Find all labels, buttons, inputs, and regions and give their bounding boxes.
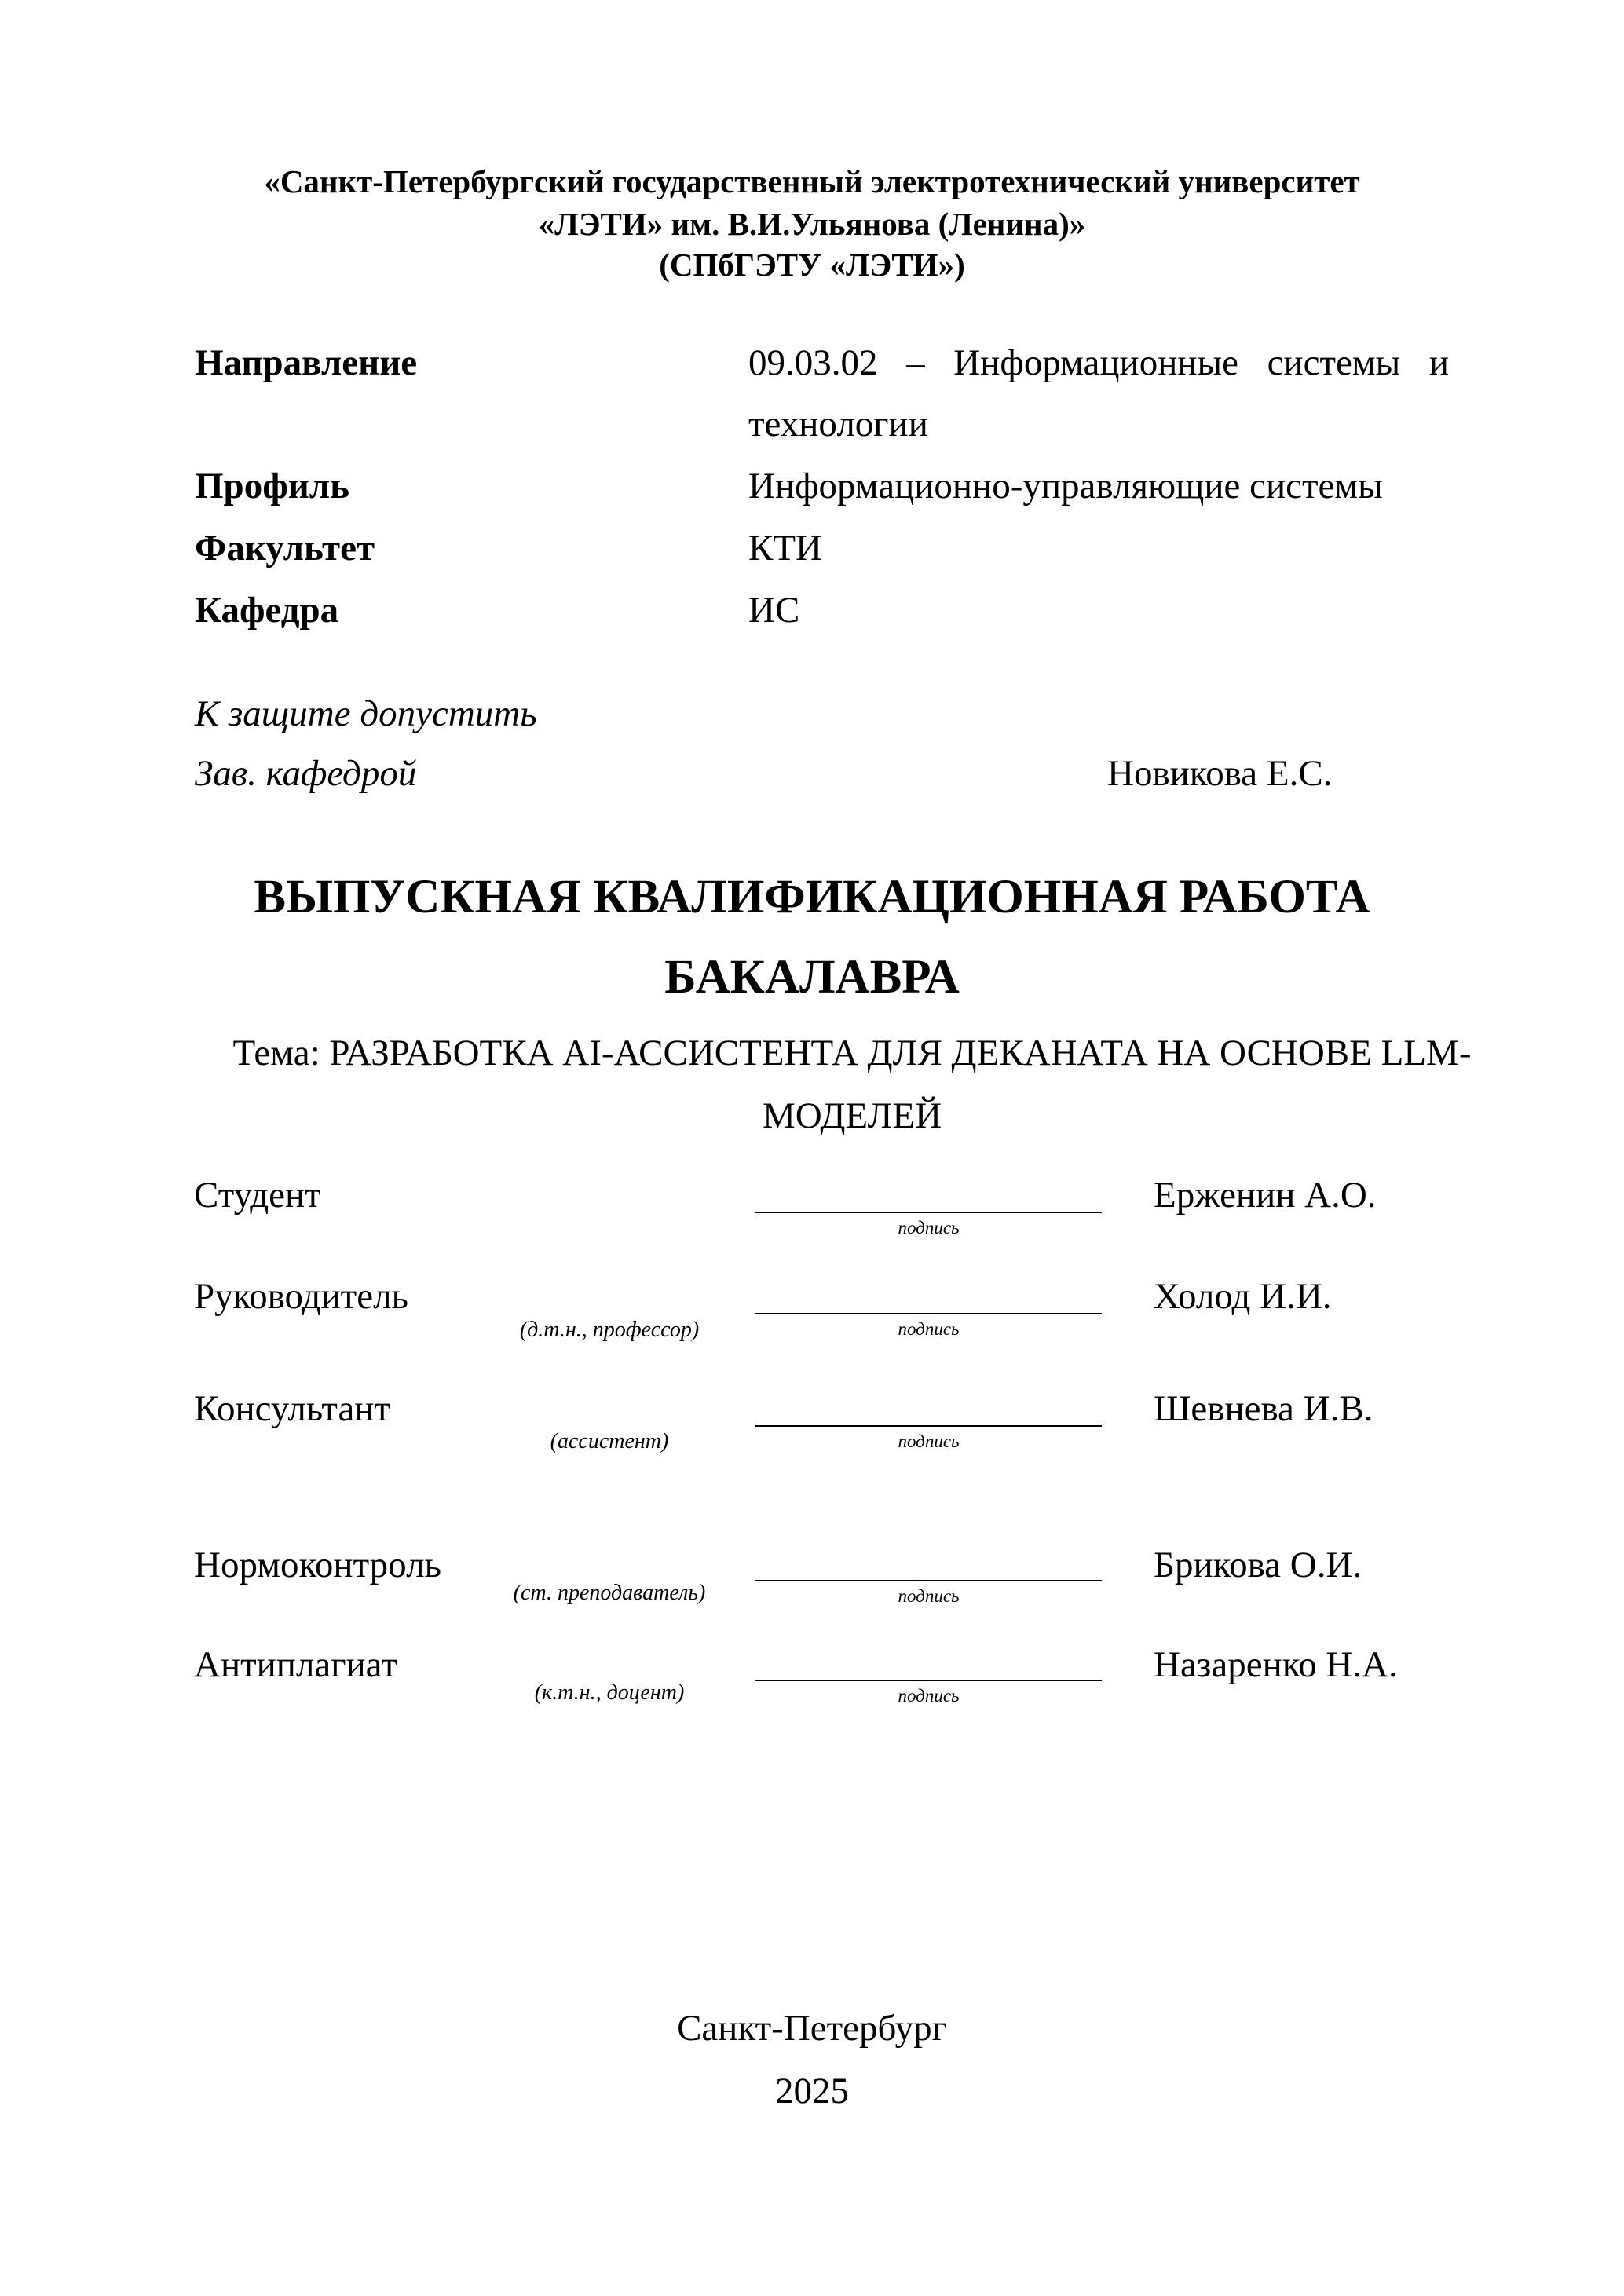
city: Санкт-Петербург [677, 2008, 947, 2049]
signature-name-norm-control: Брикова О.И. [1154, 1545, 1362, 1585]
department-value: ИС [748, 590, 800, 631]
signature-name-student: Ерженин А.О. [1154, 1175, 1377, 1216]
signature-caption-student: подпись [898, 1218, 960, 1238]
signature-name-consultant: Шевнева И.В. [1154, 1388, 1373, 1429]
topic-line-1: Тема: РАЗРАБОТКА AI-АССИСТЕНТА ДЛЯ ДЕКАНАТА НА ОСНОВЕ LLM- [232, 1033, 1472, 1073]
signature-rank-supervisor: (д.т.н., профессор) [519, 1318, 700, 1342]
department-label: Кафедра [195, 590, 339, 631]
profile-label: Профиль [195, 466, 350, 506]
faculty-label: Факультет [195, 528, 375, 569]
direction-label: Направление [195, 342, 418, 383]
signature-caption-consultant: подпись [898, 1431, 960, 1451]
signature-role-supervisor: Руководитель [194, 1276, 408, 1317]
signature-line-supervisor [755, 1313, 1102, 1314]
university-abbreviation: (СПбГЭТУ «ЛЭТИ») [659, 247, 965, 283]
signature-rank-antiplagiarism: (к.т.н., доцент) [534, 1680, 685, 1705]
university-name-line-1: «Санкт-Петербургский государственный электротехнический университет [264, 163, 1360, 199]
signature-role-norm-control: Нормоконтроль [194, 1545, 441, 1585]
signature-role-consultant: Консультант [194, 1388, 391, 1429]
work-title-line-2: БАКАЛАВРА [664, 951, 960, 1004]
head-of-department-name: Новикова Е.С. [1107, 753, 1333, 794]
signature-caption-antiplagiarism: подпись [898, 1686, 960, 1706]
signature-line-consultant [755, 1425, 1102, 1427]
university-name-line-2: «ЛЭТИ» им. В.И.Ульянова (Ленина)» [538, 206, 1086, 242]
year: 2025 [775, 2071, 849, 2111]
faculty-value: КТИ [748, 528, 822, 569]
direction-value-line-2: технологии [748, 404, 928, 444]
signature-line-student [755, 1212, 1102, 1213]
signature-role-student: Студент [194, 1175, 321, 1216]
signature-rank-consultant: (ассистент) [550, 1429, 669, 1453]
signature-caption-supervisor: подпись [898, 1319, 960, 1339]
admission-text: К защите допустить [195, 693, 537, 734]
head-of-department-label: Зав. кафедрой [195, 753, 417, 794]
signature-caption-norm-control: подпись [898, 1586, 960, 1606]
signature-line-norm-control [755, 1580, 1102, 1581]
signature-name-antiplagiarism: Назаренко Н.А. [1154, 1644, 1398, 1685]
direction-value-line-1: 09.03.02 – Информационные системы и [748, 342, 1449, 383]
topic-line-2: МОДЕЛЕЙ [762, 1095, 942, 1136]
signature-rank-norm-control: (ст. преподаватель) [513, 1581, 706, 1605]
signature-role-antiplagiarism: Антиплагиат [194, 1644, 397, 1685]
profile-value: Информационно-управляющие системы [748, 466, 1383, 506]
work-title-line-1: ВЫПУСКНАЯ КВАЛИФИКАЦИОННАЯ РАБОТА [254, 871, 1370, 923]
signature-line-antiplagiarism [755, 1680, 1102, 1681]
signature-name-supervisor: Холод И.И. [1154, 1276, 1332, 1317]
